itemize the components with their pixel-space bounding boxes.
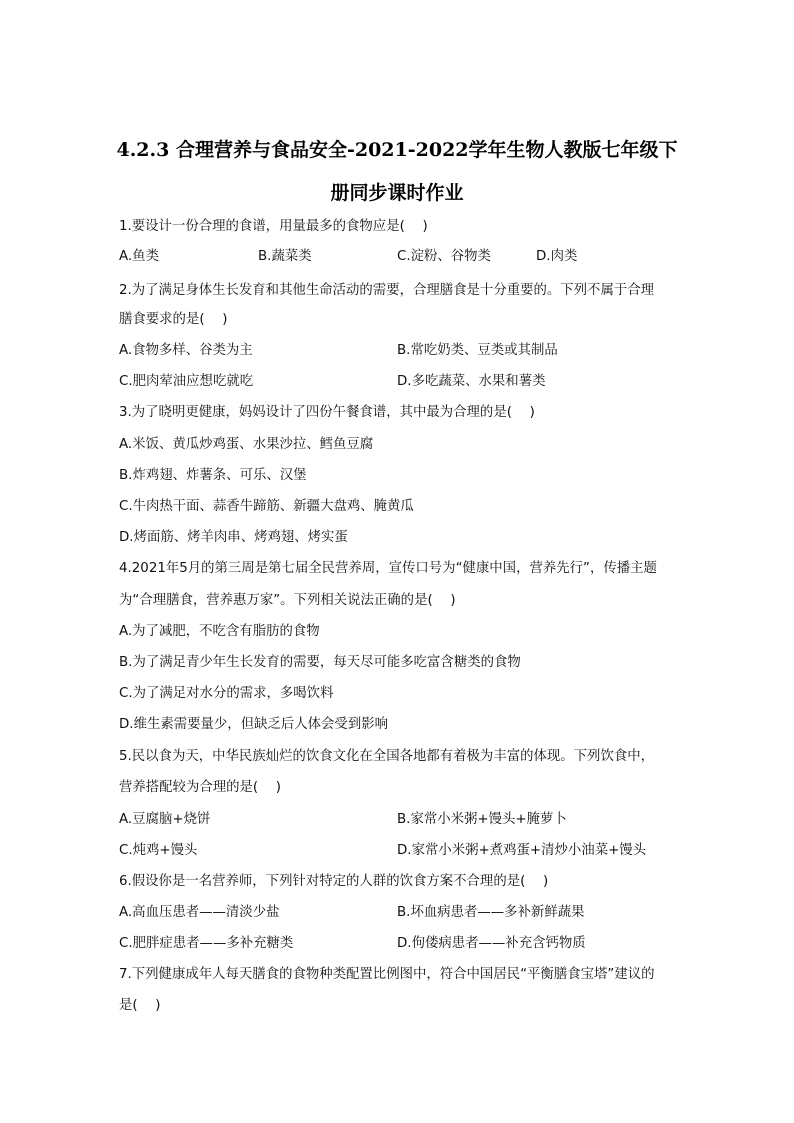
document-title-line-1: 4.2.3 合理营养与食品安全-2021-2022学年生物人教版七年级下 xyxy=(116,139,678,161)
question-1-option-a: A.鱼类 xyxy=(119,249,159,264)
question-3-option-d: D.烤面筋、烤羊肉串、烤鸡翅、烤实蛋 xyxy=(119,530,348,545)
question-2-option-a: A.食物多样、谷类为主 xyxy=(119,343,253,358)
question-6-stem: 6.假设你是一名营养师，下列针对特定的人群的饮食方案不合理的是( ) xyxy=(119,874,549,889)
question-6-option-b: B.坏血病患者——多补新鲜蔬果 xyxy=(397,905,585,920)
question-5-stem-line-2: 营养搭配较为合理的是( ) xyxy=(119,780,282,795)
question-6-option-a: A.高血压患者——清淡少盐 xyxy=(119,905,280,920)
question-4-stem-line-1: 4.2021年5月的第三周是第七届全民营养周，宣传口号为“健康中国，营养先行”，传播主题 xyxy=(119,561,657,576)
question-2-option-c: C.肥肉荤油应想吃就吃 xyxy=(119,374,254,389)
question-4-stem-line-2: 为“合理膳食，营养惠万家”。下列相关说法正确的是( ) xyxy=(119,593,456,608)
document-title-line-2: 册同步课时作业 xyxy=(330,182,464,204)
question-2-stem-line-1: 2.为了满足身体生长发育和其他生命活动的需要，合理膳食是十分重要的。下列不属于合理 xyxy=(119,283,655,298)
question-6-option-d: D.佝偻病患者——补充含钙物质 xyxy=(397,936,586,951)
question-5-stem-line-1: 5.民以食为天，中华民族灿烂的饮食文化在全国各地都有着极为丰富的体现。下列饮食中， xyxy=(119,749,655,764)
question-1-option-c: C.淀粉、谷物类 xyxy=(397,249,491,264)
question-4-option-d: D.维生素需要量少，但缺乏后人体会受到影响 xyxy=(119,717,388,732)
question-3-stem: 3.为了晓明更健康，妈妈设计了四份午餐食谱，其中最为合理的是( ) xyxy=(119,405,535,420)
question-7-stem-line-2: 是( ) xyxy=(119,998,161,1013)
question-4-option-b: B.为了满足青少年生长发育的需要，每天尽可能多吃富含糖类的食物 xyxy=(119,655,521,670)
question-3-option-b: B.炸鸡翅、炸薯条、可乐、汉堡 xyxy=(119,468,307,483)
question-5-option-a: A.豆腐脑+烧饼 xyxy=(119,812,211,827)
question-1-stem: 1.要设计一份合理的食谱，用量最多的食物应是( ) xyxy=(119,219,428,234)
question-5-option-b: B.家常小米粥+馒头+腌萝卜 xyxy=(397,812,567,827)
question-6-option-c: C.肥胖症患者——多补充糖类 xyxy=(119,936,294,951)
question-4-option-c: C.为了满足对水分的需求，多喝饮料 xyxy=(119,686,334,701)
question-2-option-b: B.常吃奶类、豆类或其制品 xyxy=(397,343,558,358)
question-7-stem-line-1: 7.下列健康成年人每天膳食的食物种类配置比例图中，符合中国居民“平衡膳食宝塔”建议的 xyxy=(119,967,655,982)
question-1-option-d: D.肉类 xyxy=(536,249,578,264)
question-3-option-c: C.牛肉热干面、蒜香牛蹄筋、新疆大盘鸡、腌黄瓜 xyxy=(119,499,414,514)
question-5-option-d: D.家常小米粥+煮鸡蛋+清炒小油菜+馒头 xyxy=(397,843,647,858)
question-4-option-a: A.为了减肥，不吃含有脂肪的食物 xyxy=(119,624,320,639)
question-3-option-a: A.米饭、黄瓜炒鸡蛋、水果沙拉、鳕鱼豆腐 xyxy=(119,437,374,452)
question-5-option-c: C.炖鸡+馒头 xyxy=(119,843,198,858)
question-2-stem-line-2: 膳食要求的是( ) xyxy=(119,312,228,327)
question-2-option-d: D.多吃蔬菜、水果和薯类 xyxy=(397,374,546,389)
question-1-option-b: B.蔬菜类 xyxy=(258,249,312,264)
